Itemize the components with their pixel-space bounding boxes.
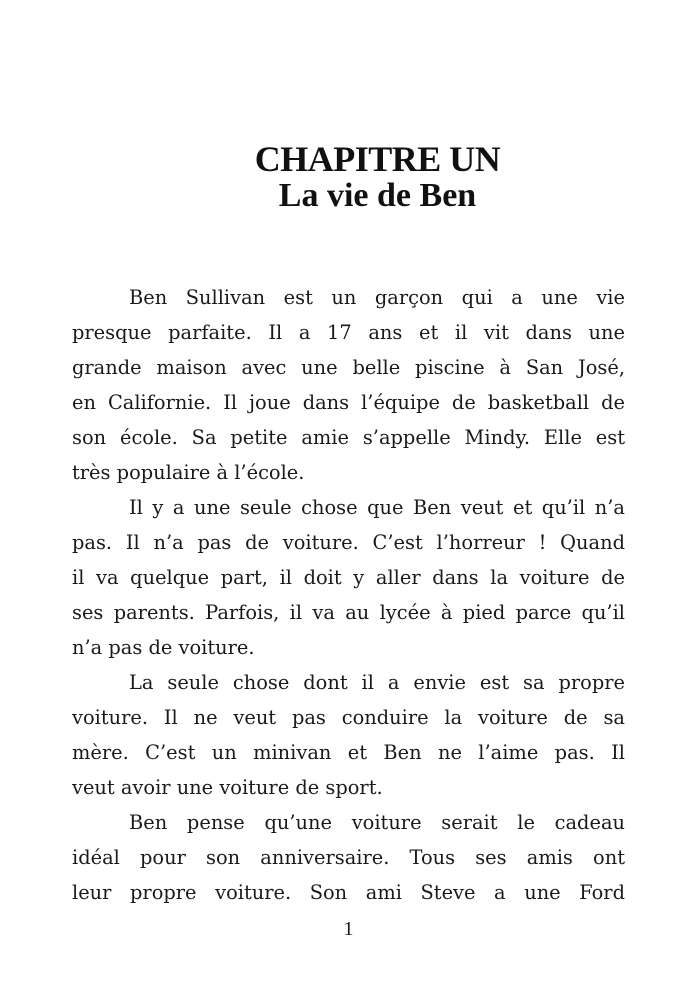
text-line: grande maison avec une belle piscine à San José, — [72, 356, 625, 379]
text-line: pas. Il n’a pas de voiture. C’est l’horreur ! Quand — [72, 531, 625, 554]
text-line: veut avoir une voiture de sport. — [72, 776, 383, 799]
text-line: voiture. Il ne veut pas conduire la voiture de sa — [72, 706, 625, 729]
paragraph — [72, 490, 625, 665]
text-line: leur propre voiture. Son ami Steve a une Ford — [72, 881, 625, 904]
text-line: mère. C’est un minivan et Ben ne l’aime pas. Il — [72, 741, 625, 764]
text-line: presque parfaite. Il a 17 ans et il vit dans une — [72, 321, 625, 344]
chapter-title: La vie de Ben — [278, 177, 477, 214]
text-line: ses parents. Parfois, il va au lycée à pied parce qu’il — [72, 601, 625, 624]
text-line: Ben Sullivan est un garçon qui a une vie — [129, 286, 625, 309]
paragraph — [72, 280, 625, 490]
paragraph — [72, 665, 625, 805]
text-line: il va quelque part, il doit y aller dans la voiture de — [72, 566, 625, 589]
text-line: Il y a une seule chose que Ben veut et qu’il n’a — [129, 496, 625, 519]
text-line: très populaire à l’école. — [72, 461, 305, 484]
text-line: n’a pas de voiture. — [72, 636, 255, 659]
page-number: 1 — [343, 918, 354, 940]
text-line: son école. Sa petite amie s’appelle Mindy. Elle est — [72, 426, 625, 449]
text-line: Ben pense qu’une voiture serait le cadeau — [129, 811, 625, 834]
text-line: en Californie. Il joue dans l’équipe de basketball de — [72, 391, 625, 414]
text-line: La seule chose dont il a envie est sa propre — [129, 671, 625, 694]
chapter-number: CHAPITRE UN — [254, 139, 501, 179]
paragraph — [72, 805, 625, 910]
chapter-body — [72, 280, 625, 910]
text-line: idéal pour son anniversaire. Tous ses amis ont — [72, 846, 625, 869]
